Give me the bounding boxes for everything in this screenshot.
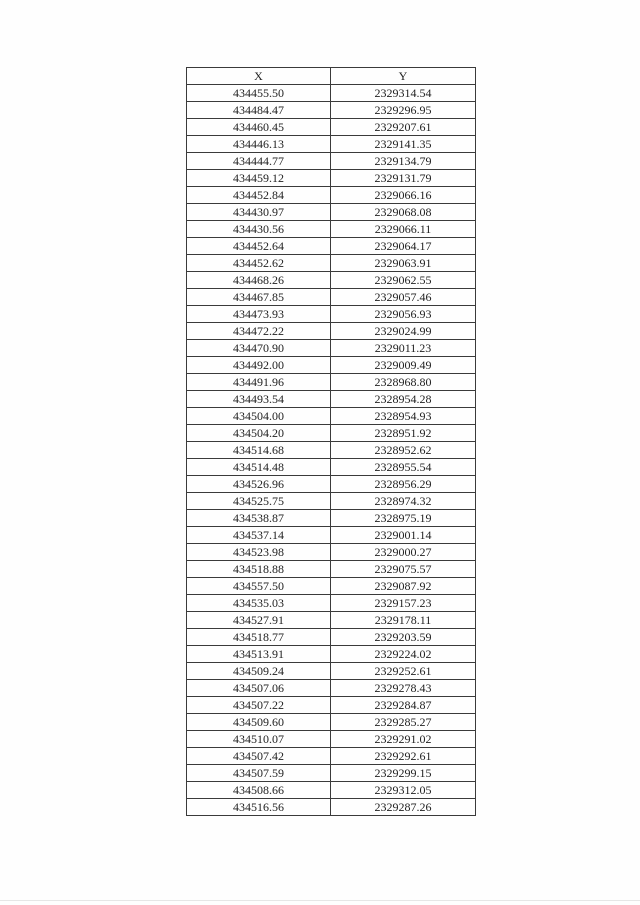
table-row (187, 119, 476, 136)
y-coordinate-cell: 2328955.54 (331, 459, 476, 476)
x-coordinate-cell: 434452.64 (187, 238, 331, 255)
y-coordinate-cell: 2329312.05 (331, 782, 476, 799)
y-coordinate-cell: 2328951.92 (331, 425, 476, 442)
y-coordinate-cell: 2329284.87 (331, 697, 476, 714)
table-row (187, 663, 476, 680)
column-header-y: Y (331, 68, 476, 85)
y-coordinate-cell: 2329063.91 (331, 255, 476, 272)
x-coordinate-cell: 434526.96 (187, 476, 331, 493)
table-row (187, 306, 476, 323)
table-row (187, 629, 476, 646)
table-row (187, 323, 476, 340)
y-coordinate-cell: 2329157.23 (331, 595, 476, 612)
x-coordinate-cell: 434537.14 (187, 527, 331, 544)
x-coordinate-cell: 434507.42 (187, 748, 331, 765)
x-coordinate-cell: 434513.91 (187, 646, 331, 663)
x-coordinate-cell: 434557.50 (187, 578, 331, 595)
y-coordinate-cell: 2329064.17 (331, 238, 476, 255)
x-coordinate-cell: 434484.47 (187, 102, 331, 119)
x-coordinate-cell: 434467.85 (187, 289, 331, 306)
table-row (187, 646, 476, 663)
x-coordinate-cell: 434470.90 (187, 340, 331, 357)
y-coordinate-cell: 2329287.26 (331, 799, 476, 816)
x-coordinate-cell: 434509.24 (187, 663, 331, 680)
x-coordinate-cell: 434514.68 (187, 442, 331, 459)
y-coordinate-cell: 2329134.79 (331, 153, 476, 170)
table-row (187, 170, 476, 187)
table-row (187, 510, 476, 527)
x-coordinate-cell: 434444.77 (187, 153, 331, 170)
column-header-x: X (187, 68, 331, 85)
y-coordinate-cell: 2329314.54 (331, 85, 476, 102)
table-row (187, 272, 476, 289)
table-row (187, 765, 476, 782)
x-coordinate-cell: 434468.26 (187, 272, 331, 289)
x-coordinate-cell: 434510.07 (187, 731, 331, 748)
x-coordinate-cell: 434523.98 (187, 544, 331, 561)
table-row (187, 425, 476, 442)
table-row (187, 187, 476, 204)
y-coordinate-cell: 2329009.49 (331, 357, 476, 374)
page-bottom-edge (0, 900, 640, 901)
x-coordinate-cell: 434504.00 (187, 408, 331, 425)
x-coordinate-cell: 434514.48 (187, 459, 331, 476)
y-coordinate-cell: 2329087.92 (331, 578, 476, 595)
y-coordinate-cell: 2329207.61 (331, 119, 476, 136)
table-row (187, 442, 476, 459)
x-coordinate-cell: 434472.22 (187, 323, 331, 340)
x-coordinate-cell: 434509.60 (187, 714, 331, 731)
table-row (187, 340, 476, 357)
table-row (187, 561, 476, 578)
table-row (187, 527, 476, 544)
table-row (187, 204, 476, 221)
y-coordinate-cell: 2329075.57 (331, 561, 476, 578)
y-coordinate-cell: 2329278.43 (331, 680, 476, 697)
y-coordinate-cell: 2329203.59 (331, 629, 476, 646)
table-row (187, 238, 476, 255)
table-body (187, 85, 476, 816)
table-row (187, 748, 476, 765)
table-row (187, 799, 476, 816)
x-coordinate-cell: 434535.03 (187, 595, 331, 612)
table-row (187, 153, 476, 170)
y-coordinate-cell: 2329056.93 (331, 306, 476, 323)
y-coordinate-cell: 2329068.08 (331, 204, 476, 221)
y-coordinate-cell: 2329131.79 (331, 170, 476, 187)
table-row (187, 391, 476, 408)
x-coordinate-cell: 434491.96 (187, 374, 331, 391)
y-coordinate-cell: 2329291.02 (331, 731, 476, 748)
y-coordinate-cell: 2329299.15 (331, 765, 476, 782)
x-coordinate-cell: 434430.56 (187, 221, 331, 238)
table-row (187, 595, 476, 612)
y-coordinate-cell: 2328975.19 (331, 510, 476, 527)
y-coordinate-cell: 2328974.32 (331, 493, 476, 510)
table-row (187, 374, 476, 391)
x-coordinate-cell: 434507.59 (187, 765, 331, 782)
table-row (187, 544, 476, 561)
table-row (187, 85, 476, 102)
y-coordinate-cell: 2329252.61 (331, 663, 476, 680)
y-coordinate-cell: 2329011.23 (331, 340, 476, 357)
x-coordinate-cell: 434538.87 (187, 510, 331, 527)
x-coordinate-cell: 434507.06 (187, 680, 331, 697)
x-coordinate-cell: 434430.97 (187, 204, 331, 221)
table-row (187, 255, 476, 272)
y-coordinate-cell: 2329296.95 (331, 102, 476, 119)
table-row (187, 408, 476, 425)
y-coordinate-cell: 2329000.27 (331, 544, 476, 561)
x-coordinate-cell: 434455.50 (187, 85, 331, 102)
x-coordinate-cell: 434508.66 (187, 782, 331, 799)
x-coordinate-cell: 434460.45 (187, 119, 331, 136)
table-row (187, 136, 476, 153)
x-coordinate-cell: 434525.75 (187, 493, 331, 510)
x-coordinate-cell: 434452.62 (187, 255, 331, 272)
y-coordinate-cell: 2328954.93 (331, 408, 476, 425)
y-coordinate-cell: 2329066.16 (331, 187, 476, 204)
y-coordinate-cell: 2329066.11 (331, 221, 476, 238)
table-row (187, 714, 476, 731)
table-row (187, 102, 476, 119)
y-coordinate-cell: 2328952.62 (331, 442, 476, 459)
x-coordinate-cell: 434492.00 (187, 357, 331, 374)
x-coordinate-cell: 434504.20 (187, 425, 331, 442)
table-header-row (187, 68, 476, 85)
y-coordinate-cell: 2329141.35 (331, 136, 476, 153)
y-coordinate-cell: 2329024.99 (331, 323, 476, 340)
x-coordinate-cell: 434527.91 (187, 612, 331, 629)
y-coordinate-cell: 2329178.11 (331, 612, 476, 629)
table-row (187, 697, 476, 714)
y-coordinate-cell: 2329057.46 (331, 289, 476, 306)
table-row (187, 782, 476, 799)
x-coordinate-cell: 434452.84 (187, 187, 331, 204)
y-coordinate-cell: 2329001.14 (331, 527, 476, 544)
y-coordinate-cell: 2328954.28 (331, 391, 476, 408)
table-row (187, 476, 476, 493)
y-coordinate-cell: 2328968.80 (331, 374, 476, 391)
y-coordinate-cell: 2329285.27 (331, 714, 476, 731)
y-coordinate-cell: 2329292.61 (331, 748, 476, 765)
table-row (187, 289, 476, 306)
coordinates-table (186, 67, 476, 816)
table-row (187, 357, 476, 374)
x-coordinate-cell: 434518.77 (187, 629, 331, 646)
x-coordinate-cell: 434473.93 (187, 306, 331, 323)
table-row (187, 680, 476, 697)
x-coordinate-cell: 434493.54 (187, 391, 331, 408)
x-coordinate-cell: 434518.88 (187, 561, 331, 578)
table-row (187, 578, 476, 595)
x-coordinate-cell: 434507.22 (187, 697, 331, 714)
table-row (187, 459, 476, 476)
y-coordinate-cell: 2328956.29 (331, 476, 476, 493)
table-row (187, 612, 476, 629)
table-row (187, 493, 476, 510)
x-coordinate-cell: 434516.56 (187, 799, 331, 816)
table-row (187, 221, 476, 238)
y-coordinate-cell: 2329224.02 (331, 646, 476, 663)
x-coordinate-cell: 434459.12 (187, 170, 331, 187)
y-coordinate-cell: 2329062.55 (331, 272, 476, 289)
table-row (187, 731, 476, 748)
x-coordinate-cell: 434446.13 (187, 136, 331, 153)
